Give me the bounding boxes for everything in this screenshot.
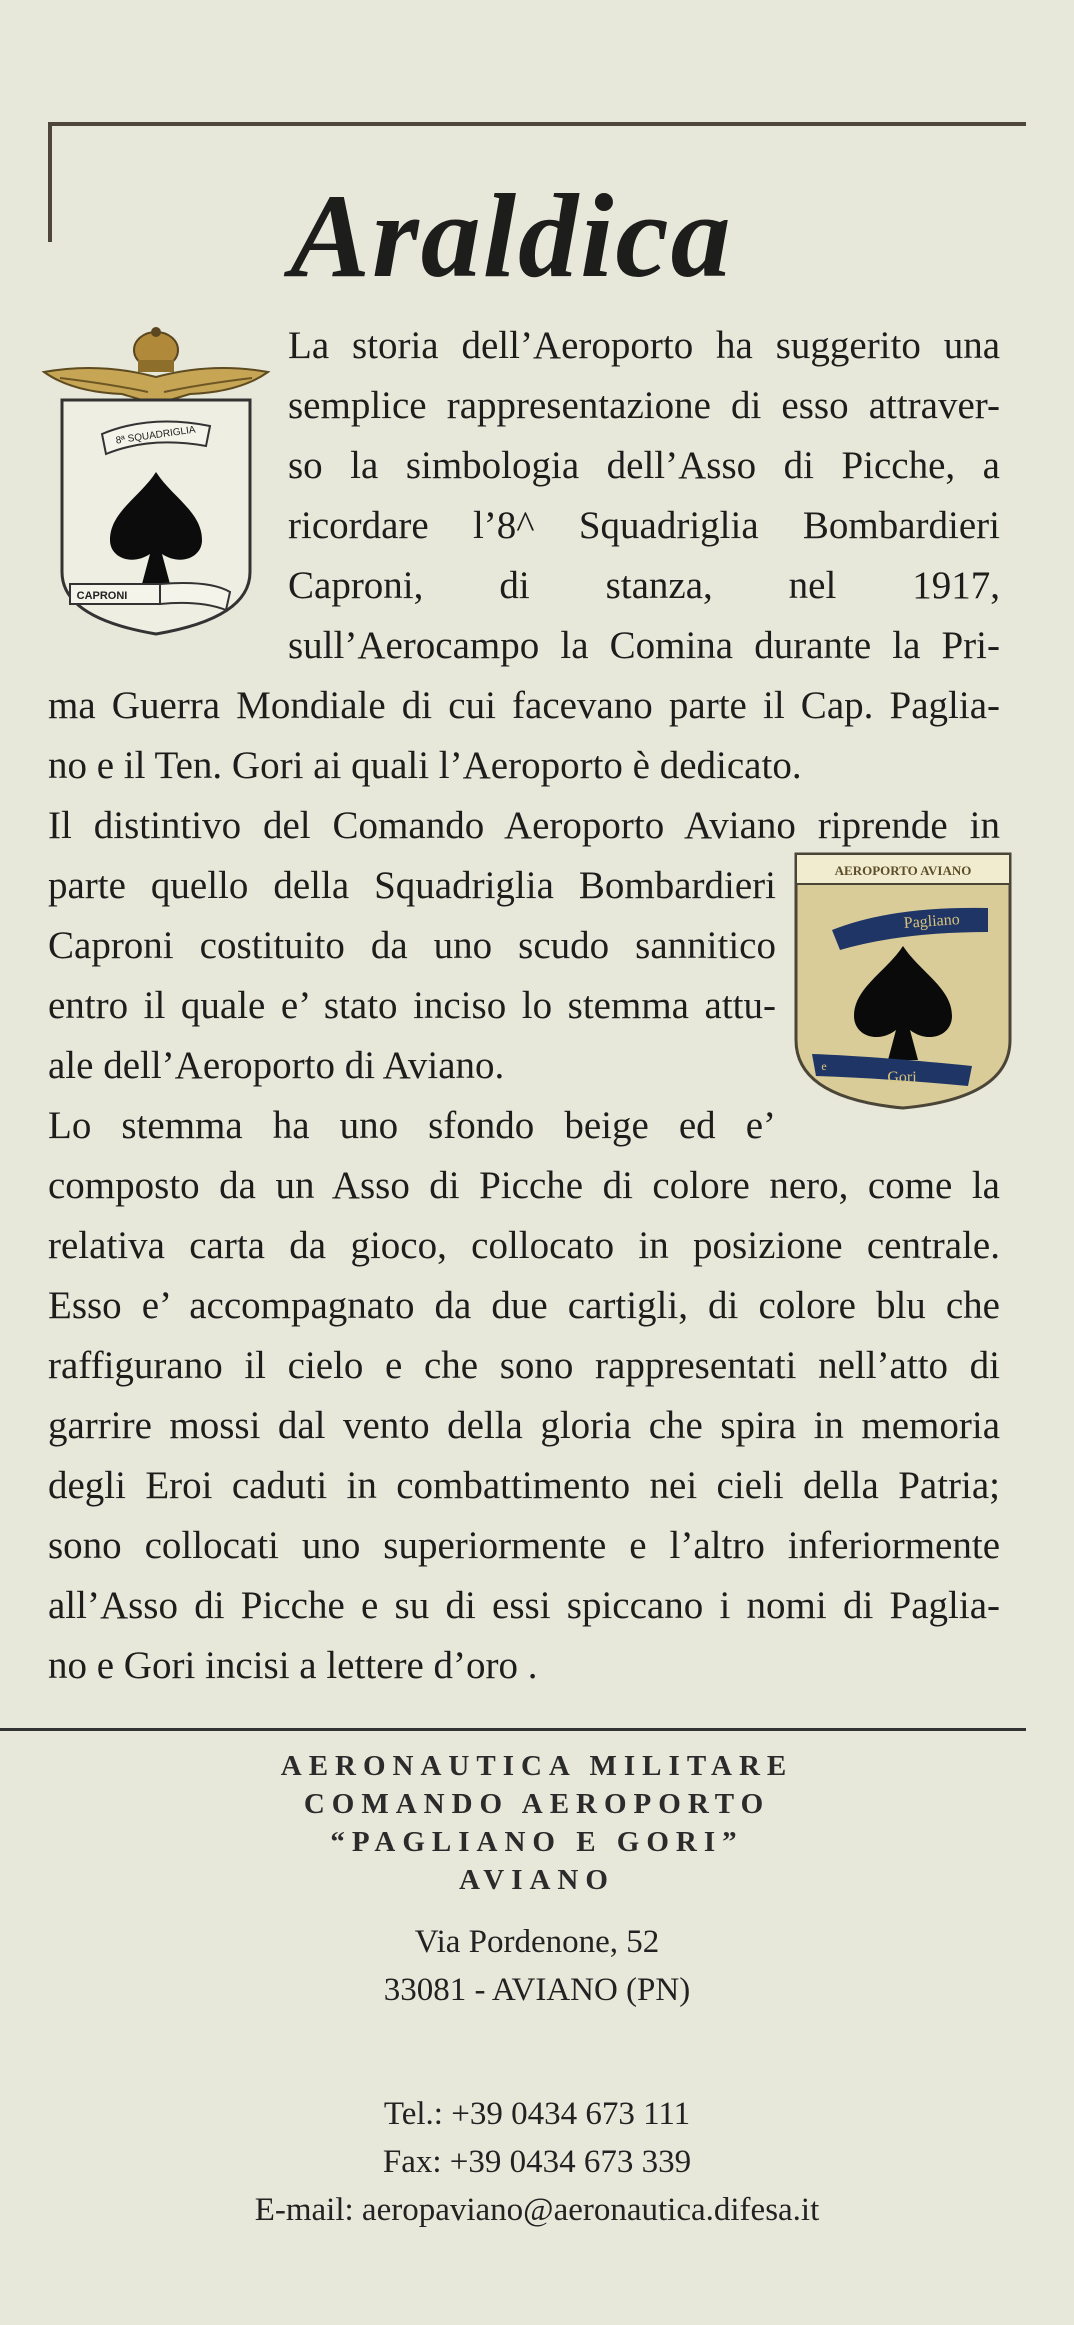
svg-text:Pagliano: Pagliano bbox=[903, 911, 961, 932]
frame-left-border bbox=[48, 122, 52, 242]
body-line: ricordare l’8^ Squadriglia Bombardieri bbox=[288, 504, 1000, 547]
org-command: COMANDO AEROPORTO bbox=[303, 1788, 771, 1820]
body-line: La storia dell’Aeroporto ha suggerito una bbox=[288, 324, 1000, 367]
body-line: Caproni costituito da uno scudo sannitico bbox=[48, 924, 776, 967]
body-line: raffigurano il cielo e che sono rappresentati nell’atto di bbox=[48, 1344, 1000, 1387]
body-line: Lo stemma ha uno sfondo beige ed e’ bbox=[48, 1104, 776, 1147]
body-line: sull’Aerocampo la Comina durante la Pri- bbox=[288, 624, 1000, 667]
body-line: no e Gori incisi a lettere d’oro . bbox=[48, 1644, 538, 1687]
contact-fax: Fax: +39 0434 673 339 bbox=[382, 2144, 692, 2180]
body-line: semplice rappresentazione di esso attraver- bbox=[288, 384, 1000, 427]
contact-email[interactable]: E-mail: aeropaviano@aeronautica.difesa.it bbox=[254, 2192, 820, 2228]
svg-text:e: e bbox=[821, 1059, 827, 1073]
address-street: Via Pordenone, 52 bbox=[414, 1924, 660, 1960]
aviano-crest-emblem bbox=[792, 850, 1014, 1112]
body-line: no e il Ten. Gori ai quali l’Aeroporto è dedicato. bbox=[48, 744, 802, 787]
page-title: Araldica bbox=[290, 169, 733, 302]
body-line: degli Eroi caduti in combattimento nei cieli della Patria; bbox=[48, 1464, 1000, 1507]
caproni-crest-emblem bbox=[40, 322, 272, 642]
body-line: sono collocati uno superiormente e l’altro inferiormente bbox=[48, 1524, 1000, 1567]
body-line: Il distintivo del Comando Aeroporto Aviano riprende in bbox=[48, 804, 1000, 847]
body-line: garrire mossi dal vento della gloria che spira in memoria bbox=[48, 1404, 1000, 1447]
footer-divider bbox=[0, 1728, 1026, 1731]
org-dedication: “PAGLIANO E GORI” bbox=[330, 1826, 744, 1858]
body-line: so la simbologia dell’Asso di Picche, a bbox=[288, 444, 1000, 487]
body-line: ma Guerra Mondiale di cui facevano parte il Cap. Paglia- bbox=[48, 684, 1000, 727]
body-line: parte quello della Squadriglia Bombardieri bbox=[48, 864, 776, 907]
svg-text:AEROPORTO AVIANO: AEROPORTO AVIANO bbox=[834, 863, 972, 878]
body-line: Esso e’ accompagnato da due cartigli, di colore blu che bbox=[48, 1284, 1000, 1327]
body-line: Caproni, di stanza, nel 1917, bbox=[288, 564, 1000, 607]
svg-text:Gori: Gori bbox=[887, 1069, 917, 1086]
org-location: AVIANO bbox=[459, 1864, 615, 1896]
svg-text:8ª SQUADRIGLIA: 8ª SQUADRIGLIA bbox=[115, 424, 197, 447]
body-line: ale dell’Aeroporto di Aviano. bbox=[48, 1044, 505, 1087]
body-line: entro il quale e’ stato inciso lo stemma attu- bbox=[48, 984, 776, 1027]
body-line: composto da un Asso di Picche di colore nero, come la bbox=[48, 1164, 1000, 1207]
crown-icon bbox=[134, 327, 178, 372]
frame-top-border bbox=[48, 122, 1026, 126]
address-city: 33081 - AVIANO (PN) bbox=[383, 1972, 691, 2008]
svg-text:CAPRONI: CAPRONI bbox=[76, 590, 128, 602]
body-line: all’Asso di Picche e su di essi spiccano i nomi di Paglia- bbox=[48, 1584, 1000, 1627]
org-name: AERONAUTICA MILITARE bbox=[280, 1750, 794, 1782]
contact-tel: Tel.: +39 0434 673 111 bbox=[383, 2096, 691, 2132]
body-line: relativa carta da gioco, collocato in posizione centrale. bbox=[48, 1224, 1000, 1267]
